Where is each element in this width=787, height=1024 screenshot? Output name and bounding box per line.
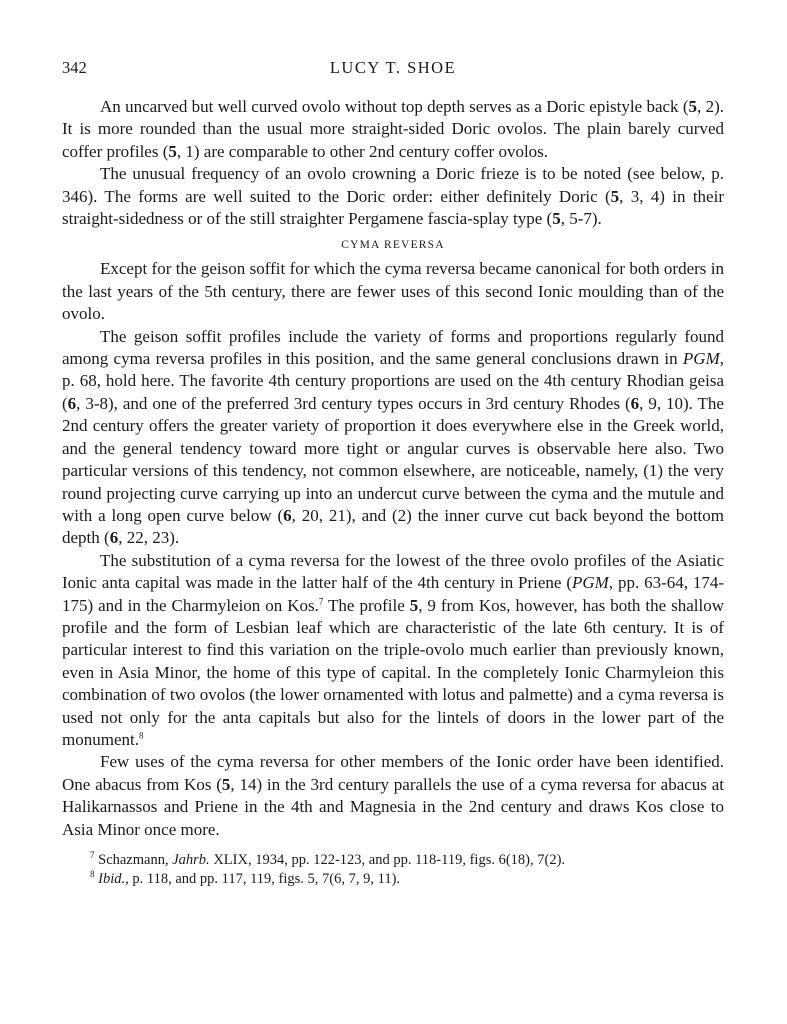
page [62, 58, 724, 889]
footnote-marker: 7 [318, 595, 324, 606]
paragraph: Few uses of the cyma reversa for other members of the Ionic order have been identified. One abacus from Kos (5, 14) in the 3rd century parallels the use of a cyma reversa for abacus at Halikarnassos and Priene in the 4th and Magnesia in the 2nd century and draws Kos close to Asia Minor once more. [62, 752, 724, 839]
footnote: $^7$ Schazmann, Jahrb. XLIX, 1934, pp. 122-123, and pp. 118-119, figs. 6(18), 7(2). [90, 850, 566, 868]
paragraph: Except for the geison soffit for which the cyma reversa became canonical for both orders in the last years of the 5th century, there are fewer uses of this second Ionic moulding than of the ovolo. [62, 259, 724, 324]
page-number: 342 [62, 58, 87, 77]
footnote: $^8$ Ibid., p. 118, and pp. 117, 119, figs. 5, 7(6, 7, 9, 11). [90, 869, 401, 887]
body-text [62, 96, 724, 841]
paragraph: The geison soffit profiles include the variety of forms and proportions regularly found among cyma reversa profiles in this position, and the same general conclusions drawn in PGM, p. 68, hold here. The favorite 4th century proportions are used on the 4th century Rhodian geisa (6, 3-8), and one of the preferred 3rd century types occurs in 3rd century Rhodes (6, 9, 10). The 2nd century offers the greater variety of proportion it does everywhere else in the Greek world, and the general tendency toward more tight or angular curves is observable here also. Two particular versions of this tendency, not common elsewhere, are noticeable, namely, (1) the very round projecting curve carrying up into an undercut curve between the cyma and the mutule and with a long open curve below (6, 20, 21), and (2) the inner curve cut back beyond the bottom depth (6, 22, 23). [62, 326, 724, 548]
footnote-marker: 8 [138, 730, 144, 741]
footnotes [62, 851, 724, 889]
author-header: LUCY T. SHOE [329, 58, 457, 77]
paragraph: An uncarved but well curved ovolo without top depth serves as a Doric epistyle back (5, 2). It is more rounded than the usual more straight-sided Doric ovolos. The plain barely curved coffer profiles (5, 1) are comparable to other 2nd century coffer ovolos. [62, 97, 724, 161]
section-heading: CYMA REVERSA [341, 239, 445, 252]
paragraph: The substitution of a cyma reversa for the lowest of the three ovolo profiles of the Asiatic Ionic anta capital was made in the latter half of the 4th century in Priene (PGM, pp. 63-64, 174-175) and in the Charmyleion on Kos.$^7$ The profile 5, 9 from Kos, however, has both the shallow profile and the form of Lesbian leaf which are characteristic of the late 6th century. It is of particular interest to find this variation on the triple-ovolo much earlier than previously known, even in Asia Minor, the home of this type of capital. In the completely Ionic Charmyleion this combination of two ovolos (the lower ornamented with lotus and palmette) and a cyma reversa is used not only for the anta capitals but also for the lintels of doors in the lower part of the monument.$^8$ [62, 550, 724, 749]
running-head [62, 58, 724, 84]
paragraph: The unusual frequency of an ovolo crowning a Doric frieze is to be noted (see below, p. 346). The forms are well suited to the Doric order: either definitely Doric (5, 3, 4) in their straight-sidedness or of the still straighter Pergamene fascia-splay type (5, 5-7). [62, 164, 724, 229]
